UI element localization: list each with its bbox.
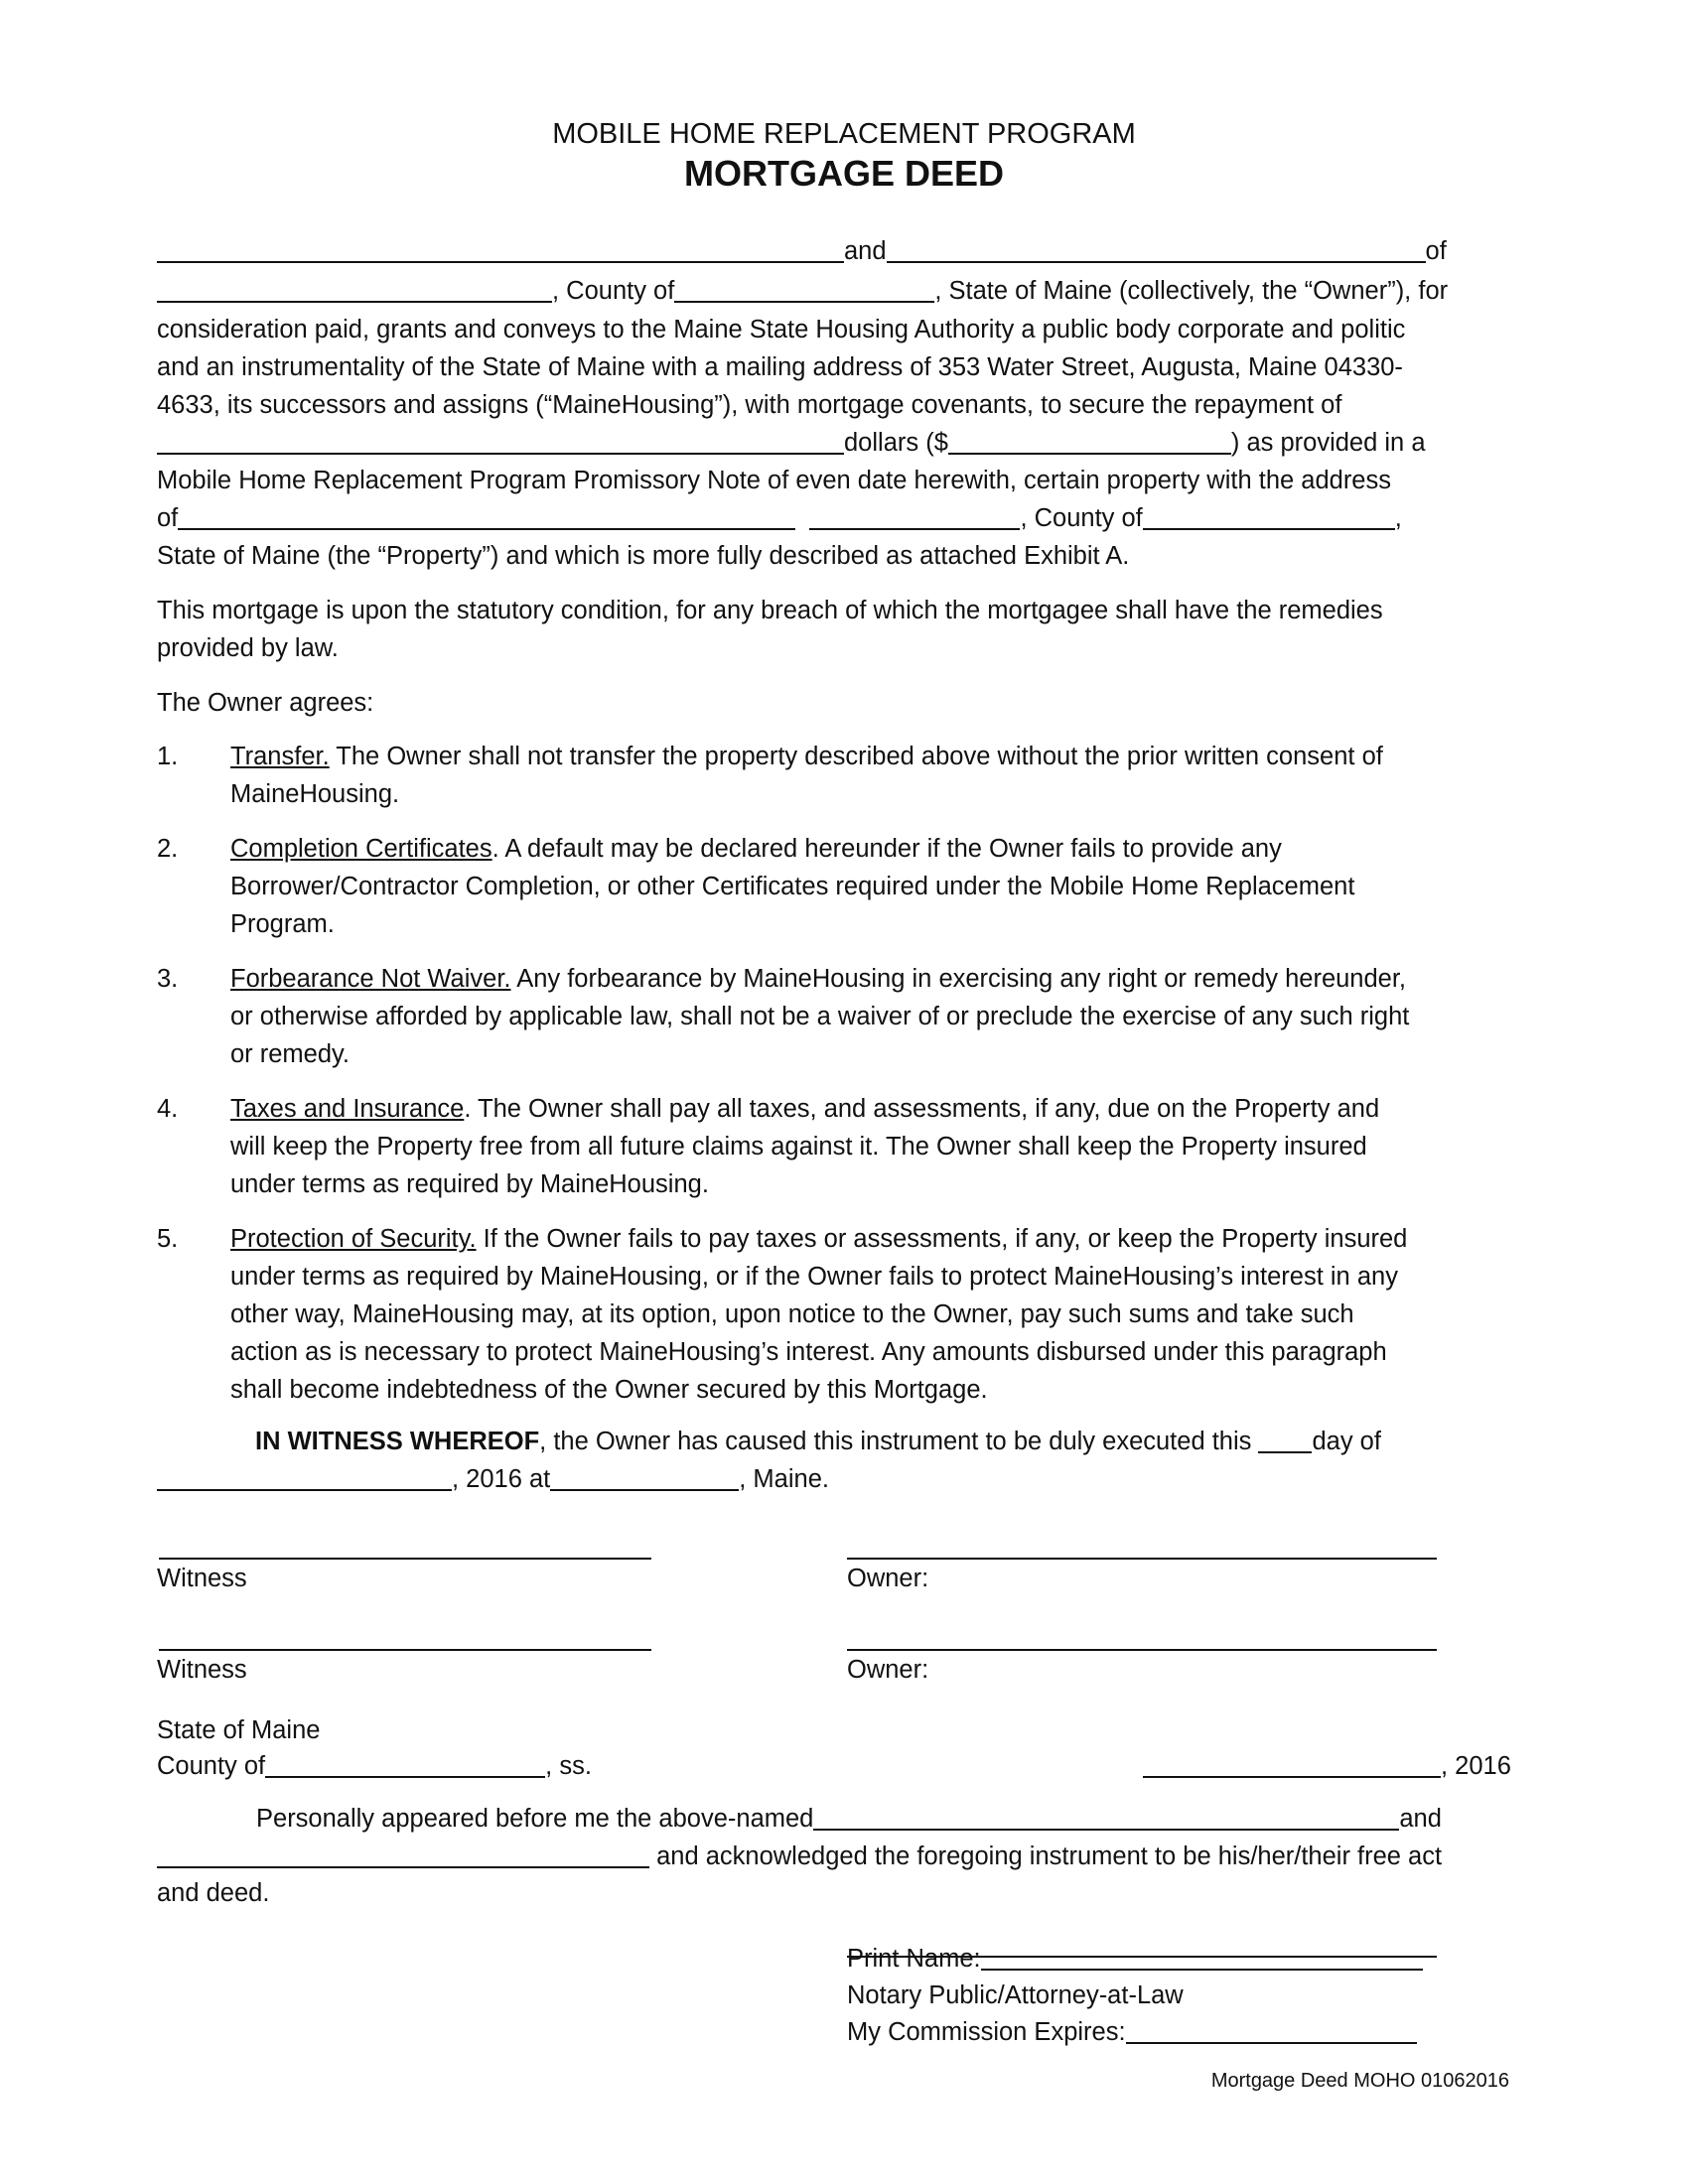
owner-name-1-field[interactable]	[157, 239, 844, 263]
year-text: , 2016	[1441, 1752, 1511, 1780]
commission-line	[847, 2017, 1417, 2047]
witness-clause-line-1	[255, 1427, 1381, 1456]
owner-2-label: Owner:	[847, 1656, 929, 1684]
amount-number-field[interactable]	[948, 431, 1231, 455]
statutory-line-1: This mortgage is upon the statutory condition, for any breach of which the mortgagee shall have the remedies	[157, 597, 1383, 624]
execution-place-field[interactable]	[550, 1467, 739, 1491]
grant-line-6	[157, 428, 1426, 458]
covenant-text: other way, MaineHousing may, at its option, upon notice to the Owner, pay such sums and take such	[230, 1300, 1354, 1328]
covenant-2-number: 2.	[157, 835, 179, 863]
witness-1-signature-line[interactable]	[159, 1558, 651, 1560]
ss-text: , ss.	[545, 1752, 592, 1780]
covenant-heading: Transfer.	[230, 743, 330, 770]
covenant-1-number: 1.	[157, 743, 179, 770]
owner-1-signature-line[interactable]	[847, 1558, 1437, 1560]
amount-words-field[interactable]	[157, 431, 844, 455]
appeared-line	[256, 1804, 1442, 1834]
year-at-text: , 2016 at	[452, 1465, 551, 1493]
covenant-text: Any forbearance by MaineHousing in exercising any right or remedy hereunder,	[510, 965, 1407, 993]
grant-line-8	[157, 503, 1402, 533]
maine-text: , Maine.	[739, 1465, 829, 1493]
covenant-text: Borrower/Contractor Completion, or other Certificates required under the Mobile Home Replacement	[230, 873, 1355, 900]
witness-text: , the Owner has caused this instrument to be duly executed this	[539, 1428, 1259, 1455]
covenant-1	[230, 738, 1521, 813]
covenant-4	[230, 1090, 1521, 1203]
notary-county-field[interactable]	[265, 1754, 545, 1778]
covenant-text: or otherwise afforded by applicable law, shall not be a waiver of or preclude the exercise of any such right	[230, 1003, 1410, 1030]
covenant-text: action as is necessary to protect MaineHousing’s interest. Any amounts disbursed under this paragraph	[230, 1338, 1387, 1366]
acknowledged-text: and acknowledged the foregoing instrument to be his/her/their free act	[649, 1843, 1443, 1870]
covenant-5-number: 5.	[157, 1225, 179, 1253]
witness-clause-line-2	[157, 1464, 829, 1494]
state-of-maine-label: State of Maine	[157, 1716, 321, 1744]
execution-month-field[interactable]	[157, 1467, 452, 1491]
acknowledgment-date-line	[1143, 1751, 1511, 1781]
witness-2-label: Witness	[157, 1656, 247, 1684]
of-text: of	[157, 504, 179, 532]
county-of-text: County of	[157, 1752, 266, 1780]
print-name-line	[847, 1944, 1423, 1974]
county-of-text: , County of	[1020, 504, 1143, 532]
grant-line-9: State of Maine (the “Property”) and which is more fully described as attached Exhibit A.	[157, 542, 1130, 570]
covenant-text: Program.	[230, 910, 335, 938]
owner-county-field[interactable]	[674, 279, 934, 303]
county-of-text: , County of	[552, 277, 675, 305]
print-name-field[interactable]	[981, 1947, 1423, 1971]
owner-town-field[interactable]	[157, 279, 552, 303]
grant-line-2	[157, 276, 1448, 306]
covenant-heading: Forbearance Not Waiver.	[230, 965, 511, 993]
covenant-text: MaineHousing.	[230, 780, 400, 808]
statutory-line-2: provided by law.	[157, 634, 339, 662]
print-name-label: Print Name:	[847, 1945, 981, 1973]
state-of-maine-text: , State of Maine (collectively, the “Owner”), for	[934, 277, 1449, 305]
execution-day-field[interactable]	[1258, 1430, 1312, 1453]
covenant-3	[230, 960, 1521, 1073]
and-text: and	[1399, 1805, 1442, 1833]
covenant-text: shall become indebtedness of the Owner secured by this Mortgage.	[230, 1376, 988, 1404]
covenant-text: . A default may be declared hereunder if the Owner fails to provide any	[492, 835, 1282, 863]
covenant-text: under terms as required by MaineHousing.	[230, 1170, 709, 1198]
covenant-text: The Owner shall not transfer the property described above without the prior written consent of	[329, 743, 1383, 770]
property-county-field[interactable]	[1143, 506, 1395, 530]
dollars-text: dollars ($	[844, 429, 948, 457]
owner-name-2-field[interactable]	[887, 239, 1426, 263]
witness-1-label: Witness	[157, 1565, 247, 1592]
grant-line-1	[157, 236, 1447, 266]
covenant-text: . The Owner shall pay all taxes, and assessments, if any, due on the Property and	[464, 1095, 1380, 1123]
acknowledgment-date-field[interactable]	[1143, 1754, 1441, 1778]
county-line	[157, 1751, 592, 1781]
and-text: and	[844, 237, 887, 265]
covenant-5	[230, 1220, 1521, 1409]
property-town-field[interactable]	[809, 506, 1020, 530]
acknowledged-line	[157, 1842, 1442, 1871]
grant-line-3: consideration paid, grants and conveys to the Maine State Housing Authority a public body corporate and politic	[157, 316, 1406, 343]
of-text: of	[1425, 237, 1447, 265]
form-footer-code: Mortgage Deed MOHO 01062016	[1210, 2070, 1509, 2092]
day-of-text: day of	[1312, 1428, 1381, 1455]
as-provided-text: ) as provided in a	[1230, 429, 1426, 457]
covenant-heading: Protection of Security.	[230, 1225, 477, 1253]
witness-2-signature-line[interactable]	[159, 1649, 651, 1651]
appeared-name-1-field[interactable]	[813, 1807, 1399, 1831]
in-witness-whereof: IN WITNESS WHEREOF	[255, 1428, 540, 1455]
owner-agrees-heading: The Owner agrees:	[157, 689, 374, 717]
covenant-2	[230, 830, 1521, 943]
owner-1-label: Owner:	[847, 1565, 929, 1592]
property-address-field[interactable]	[178, 506, 795, 530]
owner-2-signature-line[interactable]	[847, 1649, 1437, 1651]
comma-text: ,	[1394, 504, 1402, 532]
commission-expires-label: My Commission Expires:	[847, 2018, 1126, 2046]
document-title: MORTGAGE DEED	[683, 153, 1004, 194]
covenant-text: will keep the Property free from all future claims against it. The Owner shall keep the Property insured	[230, 1133, 1367, 1160]
grant-line-5: 4633, its successors and assigns (“MaineHousing”), with mortgage covenants, to secure the repayment of	[157, 391, 1342, 419]
grant-line-7: Mobile Home Replacement Program Promissory Note of even date herewith, certain property with the address	[157, 467, 1391, 494]
appeared-text: Personally appeared before me the above-named	[256, 1805, 814, 1833]
covenant-3-number: 3.	[157, 965, 179, 993]
program-heading: MOBILE HOME REPLACEMENT PROGRAM	[552, 118, 1136, 150]
covenant-4-number: 4.	[157, 1095, 179, 1123]
covenant-text: If the Owner fails to pay taxes or assessments, if any, or keep the Property insured	[476, 1225, 1408, 1253]
appeared-name-2-field[interactable]	[157, 1844, 649, 1868]
notary-title: Notary Public/Attorney-at-Law	[847, 1981, 1184, 2009]
grant-line-4: and an instrumentality of the State of Maine with a mailing address of 353 Water Street, Augusta, Maine 04330-	[157, 353, 1403, 381]
covenant-heading: Completion Certificates	[230, 835, 492, 863]
covenant-text: or remedy.	[230, 1040, 350, 1068]
and-deed-line: and deed.	[157, 1879, 270, 1907]
covenant-heading: Taxes and Insurance	[230, 1095, 465, 1123]
commission-expires-field[interactable]	[1126, 2020, 1417, 2044]
covenant-text: under terms as required by MaineHousing, or if the Owner fails to protect MaineHousing’s interest in any	[230, 1263, 1398, 1291]
